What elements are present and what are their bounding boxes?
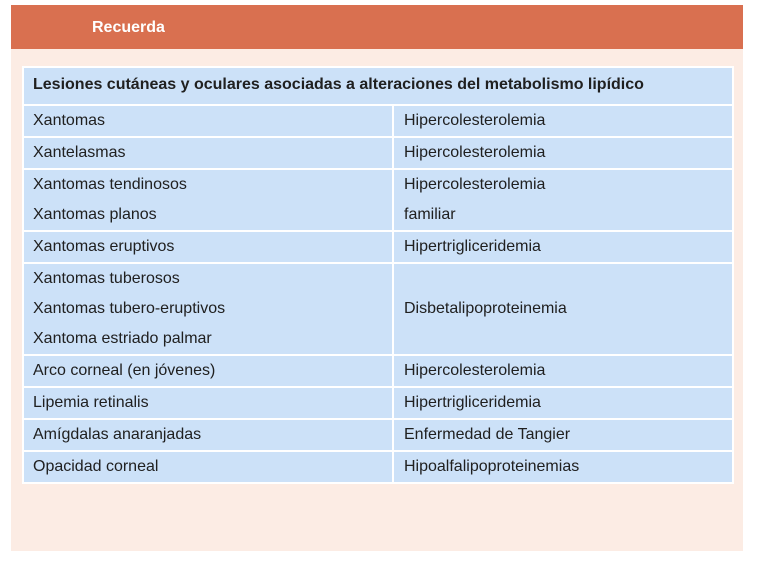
disorder-cell <box>394 388 734 420</box>
disorder-cell <box>394 420 734 452</box>
table-row <box>24 420 734 452</box>
table-row <box>24 106 734 138</box>
lesion-text: Xantomas tubero-eruptivos <box>33 300 226 317</box>
lesion-cell <box>24 170 394 232</box>
table-row <box>24 356 734 388</box>
lesion-cell <box>24 232 394 264</box>
lesion-cell <box>24 420 394 452</box>
lesion-cell <box>24 264 394 356</box>
lesion-text: Xantoma estriado palmar <box>33 330 212 347</box>
disorder-text: familiar <box>404 206 456 223</box>
disorder-cell <box>394 264 734 356</box>
lipid-lesions-table <box>22 66 734 484</box>
lesion-text: Lipemia retinalis <box>33 394 149 411</box>
lesion-cell <box>24 356 394 388</box>
disorder-text: Hipertrigliceridemia <box>404 394 541 411</box>
lesion-text: Xantomas planos <box>33 206 157 223</box>
disorder-text: Hipercolesterolemia <box>404 176 546 193</box>
disorder-cell <box>394 356 734 388</box>
lesion-text: Xantomas eruptivos <box>33 238 175 255</box>
table-row <box>24 452 734 484</box>
table-row <box>24 388 734 420</box>
lesion-text: Amígdalas anaranjadas <box>33 426 202 443</box>
table-row <box>24 170 734 232</box>
table-row <box>24 264 734 356</box>
lesion-text: Xantomas tendinosos <box>33 176 187 193</box>
disorder-text: Hipercolesterolemia <box>404 112 546 129</box>
table-caption: Lesiones cutáneas y oculares asociadas a alteraciones del metabolismo lipídico <box>24 68 734 106</box>
table-row <box>24 138 734 170</box>
table-row <box>24 232 734 264</box>
lesion-text: Xantomas tuberosos <box>33 270 180 287</box>
lesion-cell <box>24 138 394 170</box>
lesion-cell <box>24 106 394 138</box>
table-caption-row <box>24 68 734 106</box>
lesion-text: Xantelasmas <box>33 144 126 161</box>
lesion-text: Xantomas <box>33 112 106 129</box>
disorder-text: Hipercolesterolemia <box>404 362 546 379</box>
disorder-cell <box>394 138 734 170</box>
lesion-text: Arco corneal (en jóvenes) <box>33 362 216 379</box>
lesion-cell <box>24 452 394 484</box>
box-header <box>11 5 743 49</box>
header-title: Recuerda <box>92 19 165 36</box>
disorder-cell <box>394 452 734 484</box>
disorder-text: Hipercolesterolemia <box>404 144 546 161</box>
lesion-cell <box>24 388 394 420</box>
disorder-text: Enfermedad de Tangier <box>404 426 571 443</box>
disorder-text: Disbetalipoproteinemia <box>404 300 567 317</box>
disorder-cell <box>394 106 734 138</box>
disorder-cell <box>394 170 734 232</box>
disorder-text: Hipoalfalipoproteinemias <box>404 458 580 475</box>
disorder-cell <box>394 232 734 264</box>
disorder-text: Hipertrigliceridemia <box>404 238 541 255</box>
recuerda-box <box>11 5 743 551</box>
lesion-text: Opacidad corneal <box>33 458 159 475</box>
